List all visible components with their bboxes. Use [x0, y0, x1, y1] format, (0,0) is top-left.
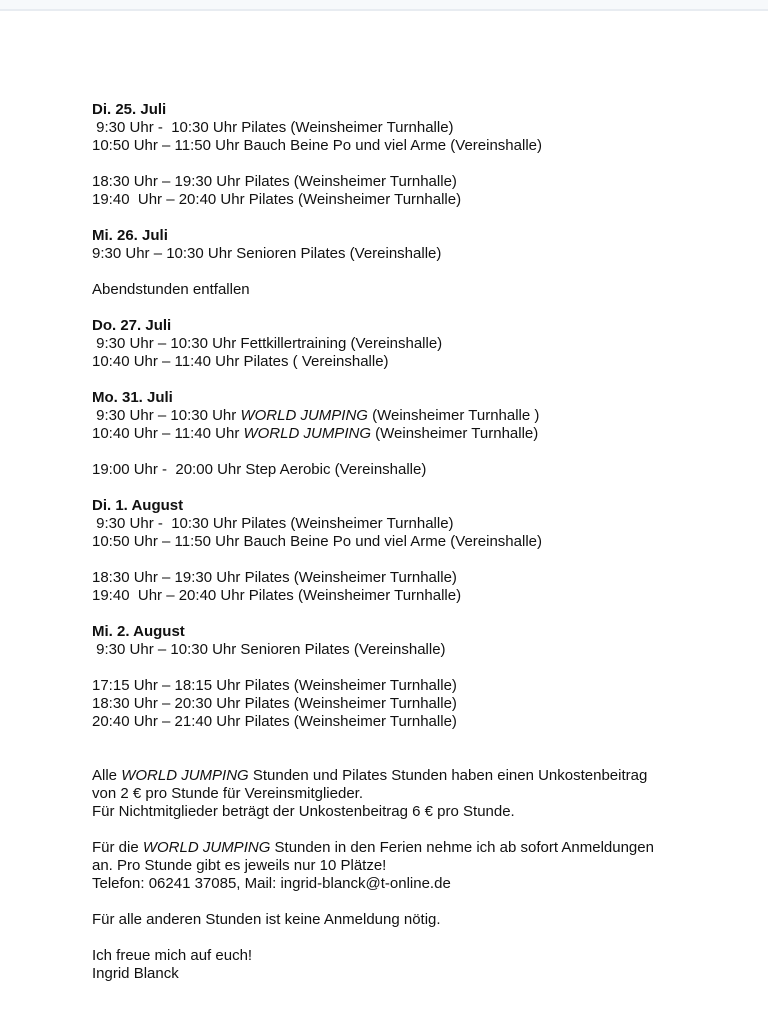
- text-run: Do. 27. Juli: [92, 317, 172, 334]
- text-line: [92, 785, 752, 803]
- blank-line: [92, 155, 752, 173]
- text-line: [92, 191, 752, 209]
- text-line: [92, 281, 752, 299]
- blank-line: [92, 605, 752, 623]
- document-body: [92, 101, 752, 983]
- text-run: Alle: [92, 767, 122, 784]
- text-run: Di. 25. Juli: [92, 101, 167, 118]
- text-line: [92, 857, 752, 875]
- text-run: 18:30 Uhr – 19:30 Uhr Pilates (Weinsheimer Turnhalle): [92, 173, 457, 190]
- text-line: [92, 533, 752, 551]
- top-border-band: [0, 0, 768, 11]
- text-line: [92, 875, 752, 893]
- text-run: Di. 1. August: [92, 497, 184, 514]
- text-run: Abendstunden entfallen: [92, 281, 250, 298]
- text-line: [92, 173, 752, 191]
- text-run: 19:40 Uhr – 20:40 Uhr Pilates (Weinsheimer Turnhalle): [92, 191, 462, 208]
- text-run: Für die: [92, 839, 143, 856]
- blank-line: [92, 371, 752, 389]
- text-line: [92, 407, 752, 425]
- text-run: Stunden in den Ferien nehme ich ab sofort Anmeldungen: [270, 839, 654, 856]
- day-heading: [92, 389, 752, 407]
- text-run: von 2 € pro Stunde für Vereinsmitglieder.: [92, 785, 363, 802]
- text-line: [92, 569, 752, 587]
- text-run: 18:30 Uhr – 20:30 Uhr Pilates (Weinsheimer Turnhalle): [92, 695, 457, 712]
- day-heading: [92, 101, 752, 119]
- text-line: [92, 677, 752, 695]
- day-heading: [92, 623, 752, 641]
- text-run: 19:00 Uhr - 20:00 Uhr Step Aerobic (Vereinshalle): [92, 461, 427, 478]
- text-line: [92, 695, 752, 713]
- emphasized-text: WORLD JUMPING: [240, 407, 368, 424]
- text-line: [92, 515, 752, 533]
- text-line: [92, 767, 752, 785]
- text-line: [92, 335, 752, 353]
- text-run: 9:30 Uhr – 10:30 Uhr Senioren Pilates (Vereinshalle): [92, 245, 442, 262]
- text-line: [92, 965, 752, 983]
- text-run: Telefon: 06241 37085, Mail: ingrid-blanck@t-online.de: [92, 875, 451, 892]
- text-line: [92, 119, 752, 137]
- text-run: 9:30 Uhr – 10:30 Uhr Fettkillertraining (Vereinshalle): [92, 335, 443, 352]
- blank-line: [92, 749, 752, 767]
- text-run: 9:30 Uhr – 10:30 Uhr: [92, 407, 241, 424]
- blank-line: [92, 209, 752, 227]
- text-run: 10:50 Uhr – 11:50 Uhr Bauch Beine Po und viel Arme (Vereinshalle): [92, 137, 542, 154]
- emphasized-text: WORLD JUMPING: [142, 839, 271, 856]
- text-run: Stunden und Pilates Stunden haben einen Unkostenbeitrag: [248, 767, 648, 784]
- text-run: an. Pro Stunde gibt es jeweils nur 10 Plätze!: [92, 857, 387, 874]
- text-run: Für Nichtmitglieder beträgt der Unkostenbeitrag 6 € pro Stunde.: [92, 803, 515, 820]
- text-line: [92, 353, 752, 371]
- text-run: 19:40 Uhr – 20:40 Uhr Pilates (Weinsheimer Turnhalle): [92, 587, 462, 604]
- text-run: 9:30 Uhr - 10:30 Uhr Pilates (Weinsheimer Turnhalle): [92, 119, 454, 136]
- text-line: [92, 641, 752, 659]
- day-heading: [92, 317, 752, 335]
- text-run: 20:40 Uhr – 21:40 Uhr Pilates (Weinsheimer Turnhalle): [92, 713, 457, 730]
- blank-line: [92, 479, 752, 497]
- blank-line: [92, 443, 752, 461]
- blank-line: [92, 659, 752, 677]
- blank-line: [92, 551, 752, 569]
- text-line: [92, 947, 752, 965]
- blank-line: [92, 263, 752, 281]
- text-run: Mo. 31. Juli: [92, 389, 173, 406]
- text-line: [92, 461, 752, 479]
- text-run: 17:15 Uhr – 18:15 Uhr Pilates (Weinsheimer Turnhalle): [92, 677, 457, 694]
- text-run: 10:50 Uhr – 11:50 Uhr Bauch Beine Po und viel Arme (Vereinshalle): [92, 533, 542, 550]
- text-line: [92, 137, 752, 155]
- text-run: 10:40 Uhr – 11:40 Uhr Pilates ( Vereinshalle): [92, 353, 389, 370]
- text-line: [92, 245, 752, 263]
- text-line: [92, 911, 752, 929]
- text-run: Ingrid Blanck: [92, 965, 179, 982]
- day-heading: [92, 227, 752, 245]
- text-run: (Weinsheimer Turnhalle ): [367, 407, 540, 424]
- text-line: [92, 803, 752, 821]
- text-line: [92, 425, 752, 443]
- text-run: 10:40 Uhr – 11:40 Uhr: [92, 425, 244, 442]
- text-run: 9:30 Uhr – 10:30 Uhr Senioren Pilates (Vereinshalle): [92, 641, 446, 658]
- blank-line: [92, 893, 752, 911]
- day-heading: [92, 497, 752, 515]
- text-run: Ich freue mich auf euch!: [92, 947, 253, 964]
- text-run: 18:30 Uhr – 19:30 Uhr Pilates (Weinsheimer Turnhalle): [92, 569, 457, 586]
- text-run: (Weinsheimer Turnhalle): [370, 425, 539, 442]
- blank-line: [92, 821, 752, 839]
- blank-line: [92, 731, 752, 749]
- text-line: [92, 713, 752, 731]
- text-run: Für alle anderen Stunden ist keine Anmeldung nötig.: [92, 911, 441, 928]
- blank-line: [92, 929, 752, 947]
- text-line: [92, 587, 752, 605]
- emphasized-text: WORLD JUMPING: [243, 425, 371, 442]
- blank-line: [92, 299, 752, 317]
- text-run: 9:30 Uhr - 10:30 Uhr Pilates (Weinsheimer Turnhalle): [92, 515, 454, 532]
- schedule-document: [0, 11, 768, 983]
- text-run: Mi. 2. August: [92, 623, 185, 640]
- text-line: [92, 839, 752, 857]
- emphasized-text: WORLD JUMPING: [121, 767, 249, 784]
- text-run: Mi. 26. Juli: [92, 227, 168, 244]
